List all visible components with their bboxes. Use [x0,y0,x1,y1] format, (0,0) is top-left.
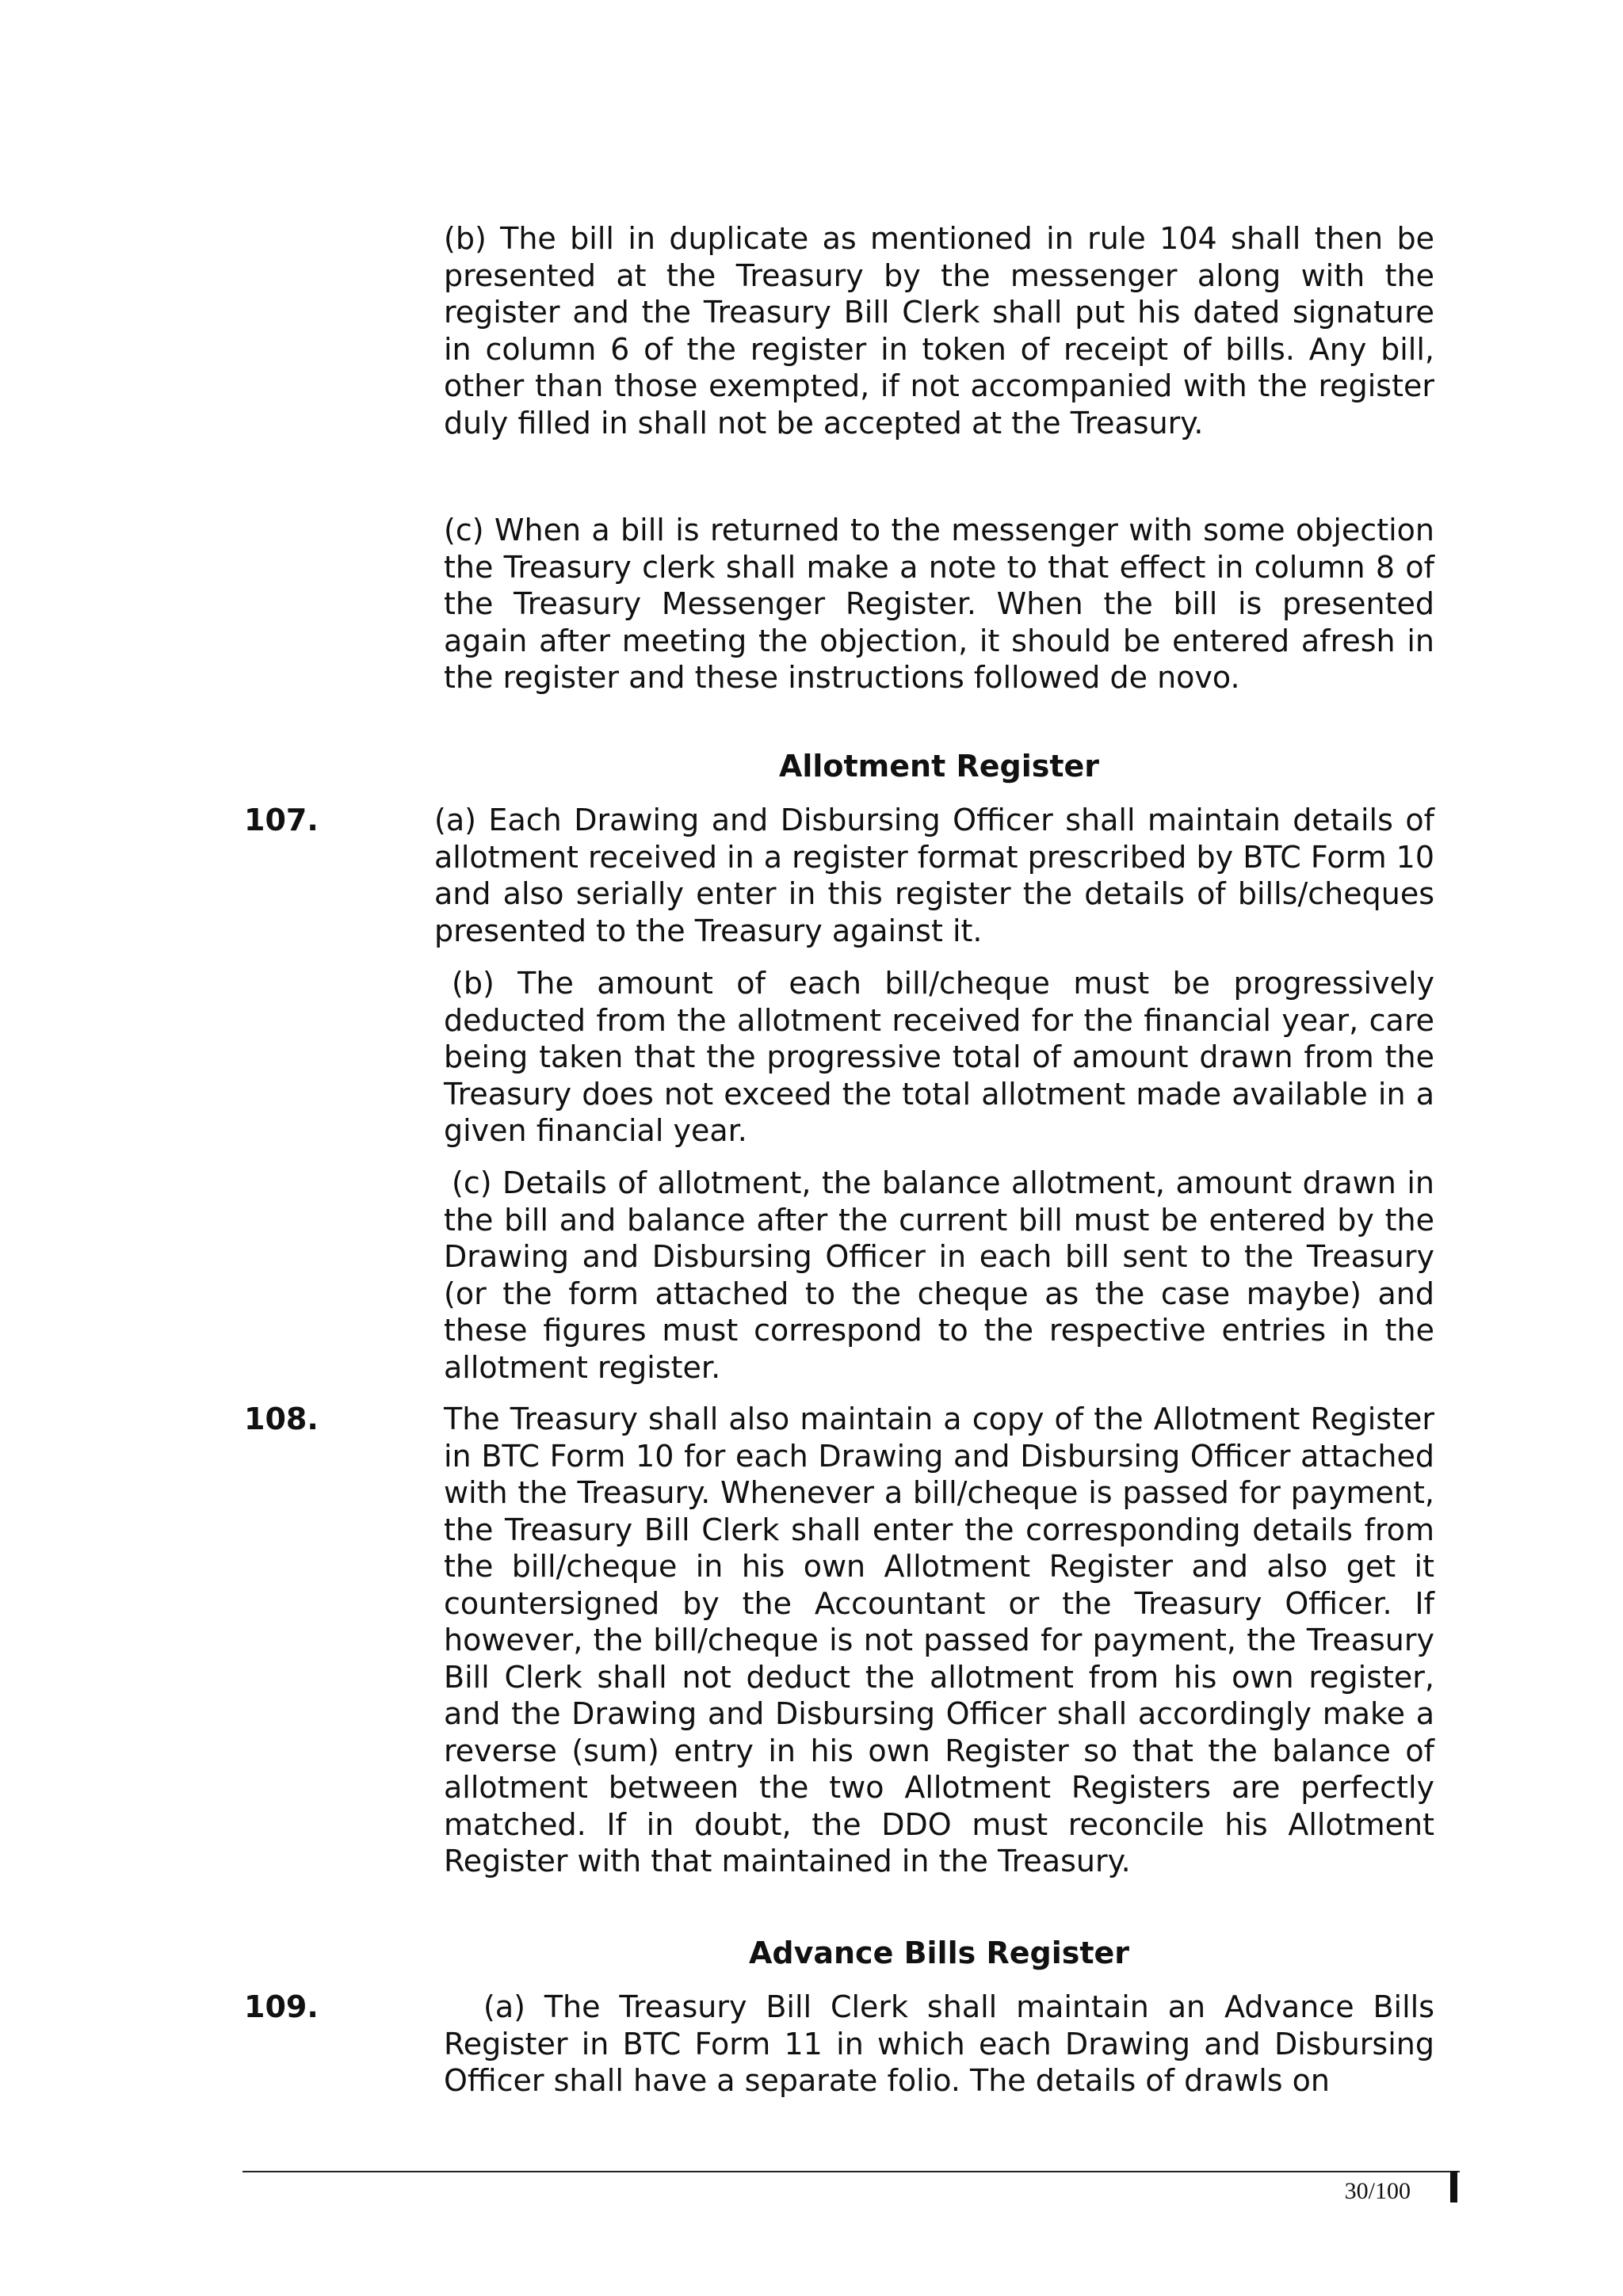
paragraph-107-a: (a) Each Drawing and Disbursing Officer shall maintain details of allotment received in a register format prescribed by BTC Form 10 and also serially enter in this register the details of bills/cheques presented to the Treasury against it. [434,803,1435,948]
rule-number-107: 107. [244,803,319,837]
rule-number-108: 108. [244,1402,319,1436]
footer-divider [242,2171,1460,2172]
paragraph-109-a: (a) The Treasury Bill Clerk shall maintain an Advance Bills Register in BTC Form 11 in which each Drawing and Disbursing Officer shall have a separate folio. The details of drawls on [444,1989,1434,2098]
footer-margin-mark [1450,2171,1457,2203]
paragraph-107-c: (c) Details of allotment, the balance allotment, amount drawn in the bill and balance after the current bill must be entered by the Drawing and Disbursing Officer in each bill sent to the Treasury (or the form attached to the cheque as the case maybe) and these figures must correspond to the respective entries in the allotment register. [444,1165,1434,1385]
paragraph-108: The Treasury shall also maintain a copy of the Allotment Register in BTC Form 10 for each Drawing and Disbursing Officer attached with the Treasury. Whenever a bill/cheque is passed for payment, the Treasury Bill Clerk shall enter the corresponding details from the bill/cheque in his own Allotment Register and also get it countersigned by the Accountant or the Treasury Officer. If however, the bill/cheque is not passed for payment, the Treasury Bill Clerk shall not deduct the allotment from his own register, and the Drawing and Disbursing Officer shall accordingly make a reverse (sum) entry in his own Register so that the balance of allotment between the two Allotment Registers are perfectly matched. If in doubt, the DDO must reconcile his Allotment Register with that maintained in the Treasury. [444,1402,1434,1878]
paragraph-107-b: (b) The amount of each bill/cheque must be progressively deducted from the allotment received for the financial year, care being taken that the progressive total of amount drawn from the Treasury does not exceed the total allotment made available in a given financial year. [444,966,1434,1148]
paragraph-106-c: (c) When a bill is returned to the messenger with some objection the Treasury clerk shall make a note to that effect in column 8 of the Treasury Messenger Register. When the bill is presented again after meeting the objection, it should be entered afresh in the register and these instructions followed de novo. [444,513,1434,695]
paragraph-106-b: (b) The bill in duplicate as mentioned in rule 104 shall then be presented at the Treasury by the messenger along with the register and the Treasury Bill Clerk shall put his dated signature in column 6 of the register in token of receipt of bills. Any bill, other than those exempted, if not accompanied with the register duly filled in shall not be accepted at the Treasury. [444,221,1434,441]
heading-advance-bills-register: Advance Bills Register [748,1936,1130,1970]
page-number: 30/100 [1344,2178,1411,2204]
heading-allotment-register: Allotment Register [778,749,1100,784]
rule-number-109: 109. [244,1989,319,2024]
